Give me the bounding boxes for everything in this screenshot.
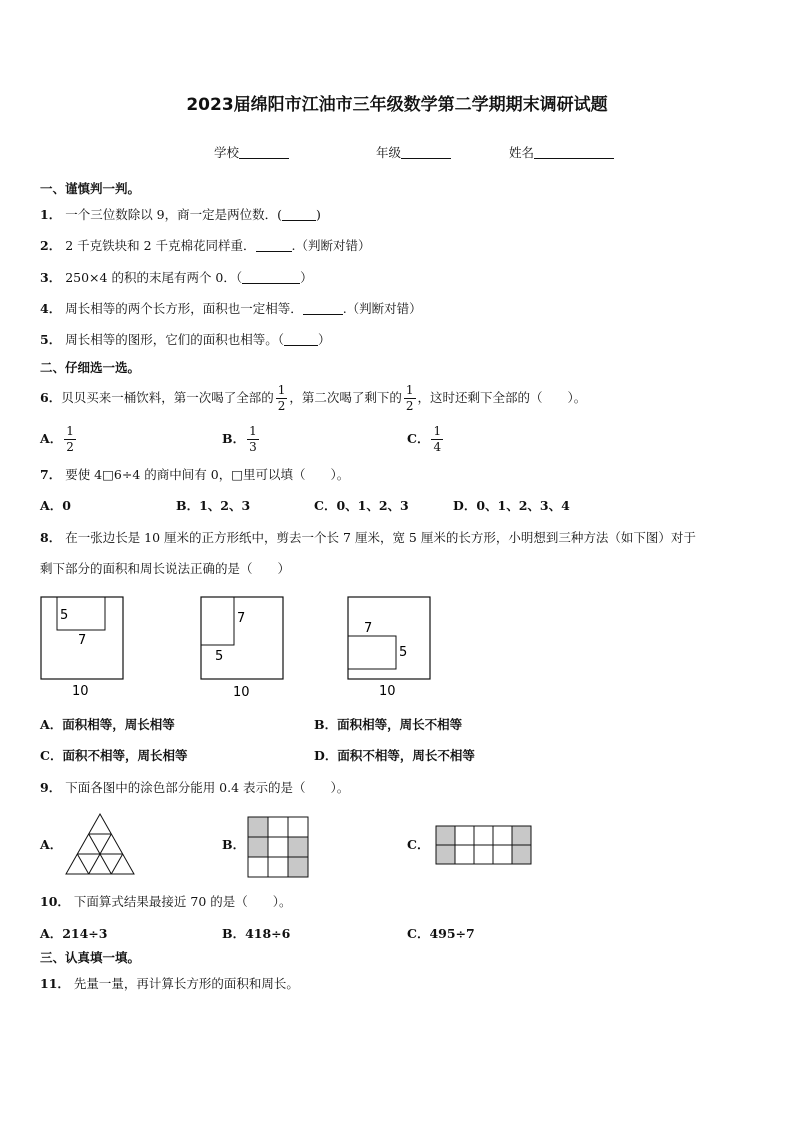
figure-2-width-label: 5 <box>215 649 224 664</box>
option-7d[interactable]: D．0、1、2、3、4 <box>453 498 570 513</box>
question-9 <box>40 782 349 795</box>
figure-2-length-label: 7 <box>237 611 246 626</box>
option-8c[interactable]: C．面积不相等，周长相等 <box>40 748 188 763</box>
section-heading-1: 一、谨慎判一判。 <box>40 181 141 196</box>
option-10a[interactable]: A．214÷3 <box>40 926 108 941</box>
question-text: 一个三位数除以 9，商一定是两位数．( <box>65 207 282 222</box>
fraction-denominator: 2 <box>277 398 286 413</box>
fraction-denominator: 3 <box>249 439 257 454</box>
question-number: 10． <box>40 894 70 909</box>
option-7b[interactable]: B．1、2、3 <box>176 498 251 513</box>
question-text: 250×4 的积的末尾有两个 0．（ <box>65 270 243 285</box>
question-text: 周长相等的图形，它们的面积也相等。（ <box>65 332 284 347</box>
figure-3-length-label: 7 <box>364 621 373 636</box>
question-number: 7． <box>40 467 62 482</box>
answer-blank[interactable] <box>303 303 343 315</box>
fraction-one-half-a <box>276 384 288 412</box>
question-8-line-2: 剩下部分的面积和周长说法正确的是（ ） <box>40 561 291 576</box>
question-tail: ） <box>300 270 313 285</box>
fraction-numerator: 1 <box>249 423 257 438</box>
section-heading-3: 三、认真填一填。 <box>40 950 141 965</box>
question-number: 8． <box>40 530 62 545</box>
question-tail: ) <box>316 207 321 222</box>
figure-3-side-label: 10 <box>379 684 396 699</box>
answer-blank[interactable] <box>284 334 318 346</box>
question-number: 11． <box>40 976 70 991</box>
question-11 <box>40 978 299 991</box>
grade-label: 年级 <box>376 145 402 160</box>
option-9b-grid-figure[interactable] <box>247 816 309 878</box>
option-fraction <box>247 425 259 453</box>
question-7 <box>40 469 349 482</box>
name-field <box>509 143 614 161</box>
school-blank[interactable] <box>239 146 289 159</box>
question-2 <box>40 240 371 253</box>
question-tail: .（判断对错） <box>291 238 371 253</box>
figure-2-square <box>201 597 283 679</box>
figure-3-cutout <box>348 636 396 669</box>
question-text-part-3: ，这时还剩下全部的（ ）。 <box>417 390 587 405</box>
question-5 <box>40 334 330 347</box>
option-fraction <box>431 425 443 453</box>
option-8a[interactable]: A．面积相等，周长相等 <box>40 717 175 732</box>
option-9a-label[interactable]: A． <box>40 837 63 852</box>
answer-blank[interactable] <box>256 240 292 252</box>
figure-2-cutout <box>201 597 234 645</box>
name-label: 姓名 <box>509 145 535 160</box>
option-label: B． <box>222 430 246 446</box>
option-fraction <box>64 425 76 453</box>
option-9a-triangle-figure[interactable] <box>64 812 136 878</box>
question-6 <box>40 380 586 416</box>
question-text: 2 千克铁块和 2 千克棉花同样重． <box>65 238 256 253</box>
question-1 <box>40 209 321 222</box>
fraction-numerator: 1 <box>66 423 74 438</box>
answer-blank[interactable] <box>242 272 300 284</box>
figure-1-side-label: 10 <box>72 684 89 699</box>
question-4 <box>40 303 422 316</box>
option-10c[interactable]: C．495÷7 <box>407 926 475 941</box>
question-8 <box>40 532 696 545</box>
figure-1-width-label: 5 <box>60 608 69 623</box>
option-9c-grid-figure[interactable] <box>435 825 533 865</box>
option-10b[interactable]: B．418÷6 <box>222 926 291 941</box>
fraction-numerator: 1 <box>405 382 414 397</box>
option-7a[interactable]: A．0 <box>40 498 71 513</box>
question-text: 下面各图中的涂色部分能用 0.4 表示的是（ ）。 <box>65 780 350 795</box>
question-number: 2． <box>40 238 62 253</box>
grade-blank[interactable] <box>401 146 451 159</box>
fraction-denominator: 2 <box>405 398 414 413</box>
option-9b-label[interactable]: B． <box>222 837 246 852</box>
option-6a[interactable] <box>40 421 78 457</box>
question-number: 9． <box>40 780 62 795</box>
answer-blank[interactable] <box>282 209 316 221</box>
question-tail: .（判断对错） <box>342 301 422 316</box>
school-field <box>214 143 289 161</box>
figure-3-width-label: 5 <box>399 645 408 660</box>
fraction-numerator: 1 <box>433 423 442 438</box>
option-8d[interactable]: D．面积不相等，周长不相等 <box>314 748 475 763</box>
square-figures <box>30 594 450 704</box>
question-text: 周长相等的两个长方形，面积也一定相等． <box>65 301 303 316</box>
question-10 <box>40 896 292 909</box>
page-title: 2023届绵阳市江油市三年级数学第二学期期末调研试题 <box>186 95 608 115</box>
option-8b[interactable]: B．面积相等，周长不相等 <box>314 717 463 732</box>
fraction-one-half-b <box>404 384 416 412</box>
question-number: 6． <box>40 390 62 405</box>
question-text: 先量一量，再计算长方形的面积和周长。 <box>73 976 299 991</box>
grade-field <box>376 143 451 161</box>
option-6b[interactable] <box>222 421 261 457</box>
question-number: 5． <box>40 332 62 347</box>
figure-2-side-label: 10 <box>233 685 250 700</box>
question-number: 1． <box>40 207 62 222</box>
option-9c-label[interactable]: C． <box>407 837 430 852</box>
question-number: 3． <box>40 270 62 285</box>
question-text-line-1: 在一张边长是 10 厘米的正方形纸中，剪去一个长 7 厘米，宽 5 厘米的长方形，小明想到三种方法（如下图）对于 <box>65 530 696 545</box>
question-number: 4． <box>40 301 62 316</box>
section-heading-2: 二、仔细选一选。 <box>40 360 141 375</box>
fraction-denominator: 4 <box>433 439 442 454</box>
question-text-part-1: 贝贝买来一桶饮料，第一次喝了全部的 <box>61 390 274 405</box>
question-text: 下面算式结果最接近 70 的是（ ）。 <box>73 894 292 909</box>
question-text: 要使 4□6÷4 的商中间有 0，□里可以填（ ）。 <box>65 467 350 482</box>
fraction-denominator: 2 <box>66 439 74 454</box>
name-blank[interactable] <box>534 146 614 159</box>
option-label: A． <box>40 430 63 446</box>
option-7c[interactable]: C．0、1、2、3 <box>314 498 409 513</box>
figure-3-square <box>348 597 430 679</box>
question-tail: ） <box>317 332 331 347</box>
fraction-numerator: 1 <box>277 382 286 397</box>
option-6c[interactable] <box>407 421 445 457</box>
question-text-part-2: ，第二次喝了剩下的 <box>289 390 402 405</box>
option-label: C． <box>407 430 430 446</box>
figure-1-length-label: 7 <box>78 633 87 648</box>
school-label: 学校 <box>214 145 240 160</box>
question-3 <box>40 272 313 285</box>
